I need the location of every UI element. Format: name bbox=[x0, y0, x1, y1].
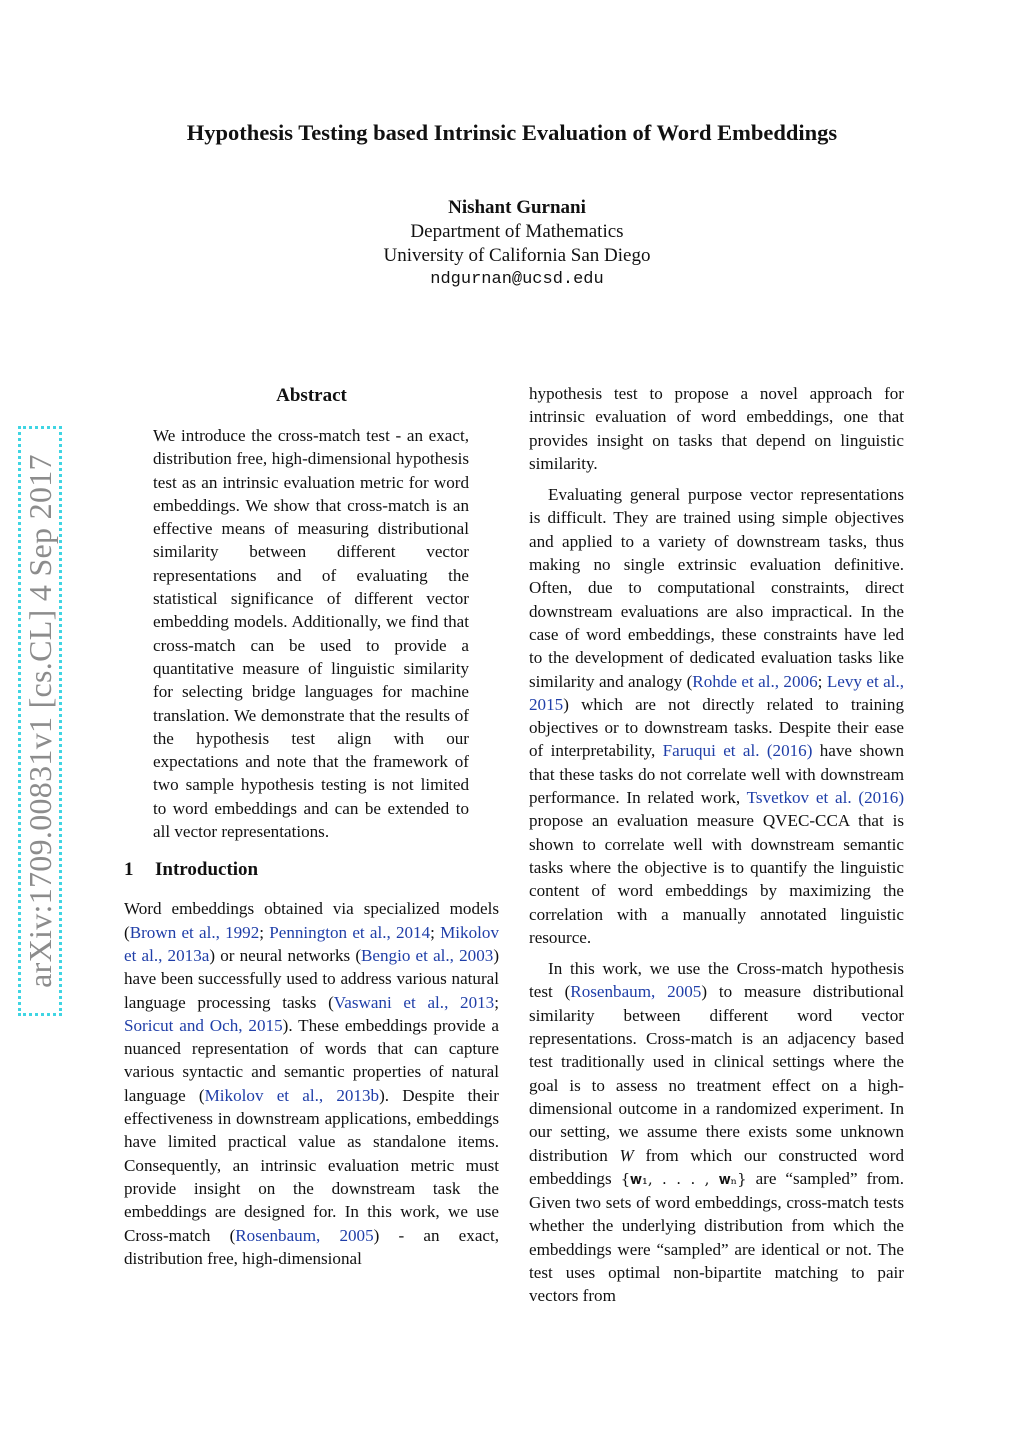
left-column bbox=[124, 378, 499, 1270]
abstract-heading: Abstract bbox=[276, 385, 347, 406]
math-set-expression: {𝐰₁, . . . , 𝐰ₙ} bbox=[620, 1169, 747, 1188]
intro-paragraph-1 bbox=[124, 897, 499, 1270]
text-span: ). These embeddings provide a nuanced representation of words that can capture various syntactic and semantic properties of natural language ( bbox=[124, 1015, 499, 1105]
text-span: ) to measure distributional similarity between different word vector representations. Cross-match is an adjacency based test traditionally used in clinical settings where the goal is to assess no treatment effect on a high-dimensional outcome in a randomized experiment. In our setting, we assume there exists some unknown distribution bbox=[529, 982, 904, 1165]
citation-link[interactable]: Pennington et al., 2014 bbox=[269, 922, 431, 942]
paper-title: Hypothesis Testing based Intrinsic Evaluation of Word Embeddings bbox=[186, 120, 838, 145]
math-variable: W bbox=[619, 1145, 634, 1165]
citation-link[interactable]: Vaswani et al., 2013 bbox=[333, 992, 495, 1012]
abstract-body: We introduce the cross-match test - an exact, distribution free, high-dimensional hypothesis test as an intrinsic evaluation metric for word embeddings. We show that cross-match is an effective means of measuring distributional similarity between different vector representations and of evaluating the statistical significance of different vector embedding models. Additionally, we find that cross-match can be used to provide a quantitative measure of linguistic similarity for selecting bridge languages for machine translation. We demonstrate that the results of the hypothesis test align with our expectations and note that the framework of two sample hypothesis testing is not limited to word embeddings and can be extended to all vector representations. bbox=[153, 426, 469, 842]
author-institution: University of California San Diego bbox=[383, 245, 651, 266]
text-span: ) which are not directly related to training objectives or to downstream tasks. Despite their ease of interpretability, bbox=[529, 694, 904, 761]
arxiv-identifier-stamp: arXiv:1709.00831v1 [cs.CL] 4 Sep 2017 bbox=[18, 426, 62, 1016]
author-department: Department of Mathematics bbox=[410, 221, 624, 242]
text-span: ) - an exact, distribution free, high-dimensional bbox=[124, 1225, 500, 1268]
text-span: ) have been successfully used to address various natural language processing tasks ( bbox=[124, 945, 500, 1012]
citation-link[interactable]: Faruqui et al. (2016) bbox=[662, 741, 813, 761]
text-span: from which our constructed word embeddings bbox=[529, 1145, 904, 1188]
text-span: ; bbox=[494, 992, 499, 1012]
text-span: ; bbox=[430, 922, 441, 942]
citation-link[interactable]: Rohde et al., 2006 bbox=[692, 671, 818, 691]
citation-link[interactable]: Mikolov et al., 2013a bbox=[124, 922, 499, 965]
citation-link[interactable]: Rosenbaum, 2005 bbox=[570, 982, 702, 1002]
intro-paragraph-3 bbox=[529, 957, 904, 1307]
author-block bbox=[0, 196, 1024, 292]
right-column bbox=[529, 382, 904, 1308]
text-span: ; bbox=[817, 671, 827, 691]
intro-paragraph-2 bbox=[529, 483, 904, 949]
section-number: 1 bbox=[124, 859, 134, 881]
text-span: ; bbox=[259, 922, 270, 942]
author-name: Nishant Gurnani bbox=[448, 197, 586, 218]
text-span: are “sampled” from. Given two sets of word embeddings, cross-match tests whether the underlying distribution from which the embeddings were “sampled” are identical or not. The test uses optimal non-bipartite matching to pair vectors from bbox=[529, 1168, 904, 1306]
text-span: have shown that these tasks do not correlate well with downstream performance. In related work, bbox=[529, 741, 905, 808]
section-title: Introduction bbox=[155, 859, 259, 881]
citation-link[interactable]: Rosenbaum, 2005 bbox=[235, 1225, 374, 1245]
citation-link[interactable]: Soricut and Och, 2015 bbox=[124, 1015, 283, 1035]
intro-paragraph-1-continued: hypothesis test to propose a novel approach for intrinsic evaluation of word embeddings, one that provides insight on tasks that depend on linguistic similarity. bbox=[529, 384, 904, 473]
citation-link[interactable]: Brown et al., 1992 bbox=[129, 922, 260, 942]
text-span: ). Despite their effectiveness in downstream applications, embeddings have limited practical value as standalone items. Consequently, an intrinsic evaluation metric must provide insight on the downstream task the embeddings are designed for. In this work, we use Cross-match ( bbox=[124, 1085, 499, 1245]
citation-link[interactable]: Levy et al., 2015 bbox=[529, 671, 905, 714]
text-span: In this work, we use the Cross-match hypothesis test ( bbox=[529, 959, 904, 1002]
citation-link[interactable]: Bengio et al., 2003 bbox=[361, 945, 494, 965]
text-span: Evaluating general purpose vector representations is difficult. They are trained using simple objectives and applied to a variety of downstream tasks, thus making no single extrinsic evaluation definitive. Often, due to computational constraints, direct downstream evaluations are also impractical. In the case of word embeddings, these constraints have led to the development of dedicated evaluation tasks like similarity and analogy ( bbox=[529, 485, 904, 691]
section-heading-introduction bbox=[124, 858, 499, 882]
citation-link[interactable]: Mikolov et al., 2013b bbox=[204, 1085, 380, 1105]
text-span: ) or neural networks ( bbox=[209, 945, 362, 965]
text-span: Word embeddings obtained via specialized models ( bbox=[124, 899, 499, 942]
author-email: ndgurnan@ucsd.edu bbox=[430, 270, 604, 289]
citation-link[interactable]: Tsvetkov et al. (2016) bbox=[746, 788, 905, 808]
text-span: propose an evaluation measure QVEC-CCA that is shown to correlate well with downstream semantic tasks where the objective is to quantify the linguistic content of word embeddings by maximizing the correlation with a manually annotated linguistic resource. bbox=[529, 811, 904, 947]
